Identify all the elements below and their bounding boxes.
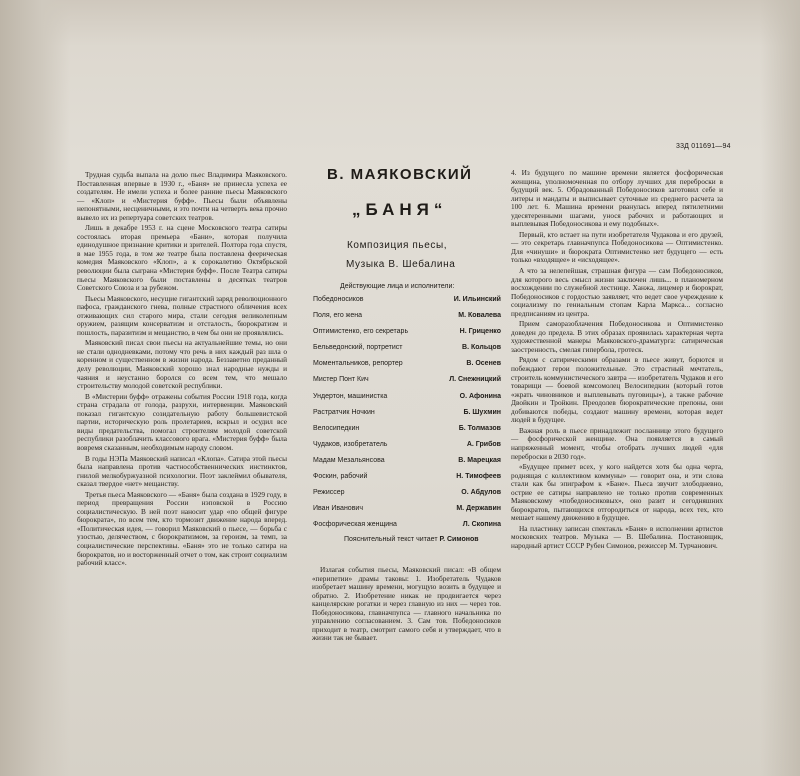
cast-header: Действующие лица и исполнители: [340, 283, 455, 290]
paragraph: Излагая события пьесы, Маяковский писал: «В общем «перипетии» драмы таковы: 1. Изобретатель Чудаков изобретает машину времени, могущую возить в будущее и обратно. 2. Изобретение никак не продвигается через канцелярские рогатки и через главную из них — через тов. Победоносикова, главначпупса — главного начальника по управлению согласованием. 3. Сам тов. Победоносиков приходит в театр, смотрит самого себя и утверждает, что в жизни так не бывает. [312, 565, 501, 643]
cast-actor: Л. Скопина [462, 521, 501, 529]
cast-role: Ундертон, машинистка [313, 392, 388, 400]
cast-role: Режиссер [313, 489, 345, 497]
cast-row [313, 425, 501, 441]
author-name: В. МАЯКОВСКИЙ [327, 166, 473, 183]
cast-role: Велосипедкин [313, 424, 360, 432]
cast-actor: О. Афонина [459, 392, 501, 400]
work-subtitle: Композиция пьесы, [347, 240, 448, 251]
cast-role: Фосфорическая женщина [313, 521, 397, 529]
cast-row [313, 473, 501, 489]
sleeve-edge-shadow [760, 0, 800, 776]
narrator-name: Р. Симонов [439, 536, 479, 543]
cast-row [313, 457, 501, 473]
cast-role: Моментальников, репортер [313, 360, 403, 368]
cast-role: Поля, его жена [313, 312, 362, 320]
cast-actor: М. Ковалева [458, 312, 501, 320]
sleeve-fold-shadow [0, 0, 70, 776]
cast-role: Мадам Мезальянсова [313, 456, 385, 464]
cast-role: Иван Иванович [313, 505, 363, 513]
narrator-label: Пояснительный текст читает [344, 536, 438, 543]
cast-row [313, 505, 501, 521]
cast-actor: И. Ильинский [453, 296, 501, 303]
paragraph: Рядом с сатирическими образами в пьесе живут, борются и побеждают герои положительные. Это страстный мечтатель, строитель коммунистического завтра — изобретатель Чудаков и его товарищи — боевой комсомолец Велосипедкин (который готов «жрать чиновников и выплевывать пуговицы»), а также рабочие Двойкин и Тройкин. Преодолев бюрократические препоны, они добиваются победы, создают машину времени, которая ведет людей в будущее. [511, 355, 723, 425]
cast-row [313, 312, 501, 328]
cast-role: Победоносиков [313, 296, 364, 303]
cast-list [313, 296, 501, 537]
paragraph: Трудная судьба выпала на долю пьес Владимира Маяковского. Поставленная впервые в 1930 г., «Баня» не принесла успеха ее создателям. Не имели успеха и более ранние пьесы Маяковского — «Клоп» и «Мистерия буфф». Пьесы были объявлены непонятными, несценичными, и это почти на четверть века прочно вывело их из репертуара советских театров. [77, 170, 287, 222]
paragraph: Пьесы Маяковского, несущие гигантский заряд революционного пафоса, гражданского гнева, полные страстного обличения всех отживающих сил старого мира, стали сегодня великолепным оружием, разящим консерватизм и отсталость, бюрократизм и пошлость, паразитизм и мещанство, в чем бы они не проявлялись. [77, 293, 287, 337]
cast-row [313, 344, 501, 360]
cast-actor: Н. Гриценко [459, 328, 501, 336]
cast-row [313, 328, 501, 344]
cast-role: Фоскин, рабочий [313, 473, 368, 481]
music-credit: Музыка В. Шебалина [346, 259, 456, 270]
cast-role: Растратчик Ночкин [313, 408, 375, 416]
narrator-credit [344, 536, 479, 543]
cast-role: Мистер Понт Кич [313, 376, 369, 384]
paragraph: Маяковский писал свои пьесы на актуальнейшие темы, но они не стали однодневками, потому что речь в них каждый раз шла о коренном и существенном в жизни народа. Беззаветно преданный делу революции, Маяковский хорошо знал народные нужды и чаяния и неустанно боролся со всем тем, что мешало строительству молодой советской республики. [77, 338, 287, 391]
paragraph: «Будущее примет всех, у кого найдется хотя бы одна черта, роднящая с коллективом коммуны» — говорит она, и эти слова стали как бы эпиграфом к «Бане». Пьеса звучит злободневно, острие ее сатиры направлено не только против современных Маяковскому «победоносиковых», оно разит и сегодняшних бюрократов, пытающихся отгородиться от народа, всех тех, кто мешает нашему движению в будущее. [511, 462, 723, 523]
cast-role: Бельведонский, портретист [313, 344, 403, 352]
catalog-number: 33Д 011691—94 [676, 143, 731, 150]
paragraph: В годы НЭПа Маяковский написал «Клопа». Сатира этой пьесы была направлена против частнособственнических инстинктов, гнилой мелкобуржуазной психологии. Поэт заклеймил обывателя, сказал твердое «нет» мещанству. [77, 453, 287, 489]
cast-actor: В. Марецкая [458, 456, 501, 464]
cast-role: Оптимистенко, его секретарь [313, 328, 409, 336]
cast-actor: Л. Снежницкий [449, 376, 501, 384]
paragraph: Важная роль в пьесе принадлежит посланнице этого будущего — фосфорической женщине. Она появляется в самый напряженный момент, чтобы отобрать лучших людей «для переброски в 2030 год». [511, 425, 723, 461]
cast-actor: В. Кольцов [462, 344, 501, 352]
work-title: „БАНЯ“ [352, 200, 448, 219]
paragraph: А что за нелепейшая, страшная фигура — сам Победоносиков, для которого весь смысл жизни заключен лишь... в планомерном восхождении по служебной лестнице. Ханжа, лицемер и бюрократ, Победоносиков с гордостью заявляет, что ведет свое учреждение к социализму по гениальным стопам Карла Маркса... согласно предписаниям из центра. [511, 266, 723, 318]
paragraph: На пластинку записан спектакль «Баня» в исполнении артистов московских театров. Музыка — В. Шебалина. Постановщик, народный артист СССР Рубен Симонов, режиссер М. Турчанович. [511, 523, 723, 550]
cast-row [313, 441, 501, 457]
cast-actor: О. Абдулов [461, 489, 501, 497]
cast-row [313, 489, 501, 505]
cast-row [313, 296, 501, 312]
cast-actor: М. Державин [456, 505, 501, 513]
paragraph: Прием саморазоблачения Победоносикова и Оптимистенко доведен до предела. В этих образах проявилась характерная черта художественной манеры Маяковского-драматурга: сатирическая заостренность, смелая гипербола, гротеск. [511, 319, 723, 354]
cast-row [313, 521, 501, 537]
cast-actor: А. Грибов [466, 440, 501, 448]
cast-actor: Н. Тимофеев [456, 473, 501, 481]
left-column-text [77, 171, 287, 570]
middle-column-text [312, 566, 501, 645]
cast-row [313, 409, 501, 425]
paragraph: В «Мистерии буфф» отражены события России 1918 года, когда страна страдала от голода, разрухи, интервенции. Маяковский показал гигантскую созидательную работу большевистской партии, историческую роль пролетариев, вскрыл и осудил все виды предательства, помогал строителям молодой советской республики разоблачить классового врага. «Мистерия буфф» была вовремя сказанным, необходимым народу словом. [77, 391, 287, 452]
cast-actor: Б. Шухмин [463, 408, 501, 416]
right-column-text [511, 169, 723, 553]
cast-role: Чудаков, изобретатель [313, 440, 388, 448]
paragraph: 4. Из будущего по машине времени является фосфорическая женщина, уполномоченная по отбору лучших для переброски в будущий век. 5. Обрадованный Победоносиков заготовил себе и литеры и мандаты и выписывает суточные из среднего расчета за 100 лет. 6. Машина времени рванулась вперед пятилетними удесятеренными шагами, унося рабочих и работающих и выплевывая Победоносикова и ему подобных». [511, 168, 723, 229]
cast-row [313, 393, 501, 409]
cast-row [313, 376, 501, 392]
cast-actor: Б. Толмазов [458, 424, 501, 432]
paragraph: Третья пьеса Маяковского — «Баня» была создана в 1929 году, в период превращения России нэповской в Россию социалистическую. В ней поэт наносит удар «по общей фигуре бюрократа», по всем тем, кто тормозит движение народа вперед. «Политическая идея, — говорил Маяковский о пьесе, — борьба с узостью, делячеством, с бюрократизмом, за героизм, за темп, за социалистические перспективы. «Баня» это не только сатира на бюрократов, но и восторженный отчет о том, как строит социализм рабочий класс». [77, 489, 287, 568]
paragraph: Лишь в декабре 1953 г. на сцене Московского театра сатиры состоялась вторая премьера «Бани», которая получила единодушное признание критики и зрителей. Полтора года спустя, в мае 1955 года, в том же театре была поставлена феерическая комедия Маяковского «Клоп», а к сорокалетию Октябрьской революции была сыграна «Мистерия буфф». После Театра сатиры пьесы Маяковского были поставлены в десятках театров Советского Союза и за рубежом. [77, 223, 287, 293]
paragraph: Первый, кто встает на пути изобретателя Чудакова и его друзей, — это секретарь главначпупса Победоносикова — Оптимистенко. Для «чинуши» и бюрократа Оптимистенко нет будущего — есть только «входящее» и «исходящее». [511, 229, 723, 265]
cast-row [313, 360, 501, 376]
cast-actor: В. Осенев [466, 360, 501, 368]
